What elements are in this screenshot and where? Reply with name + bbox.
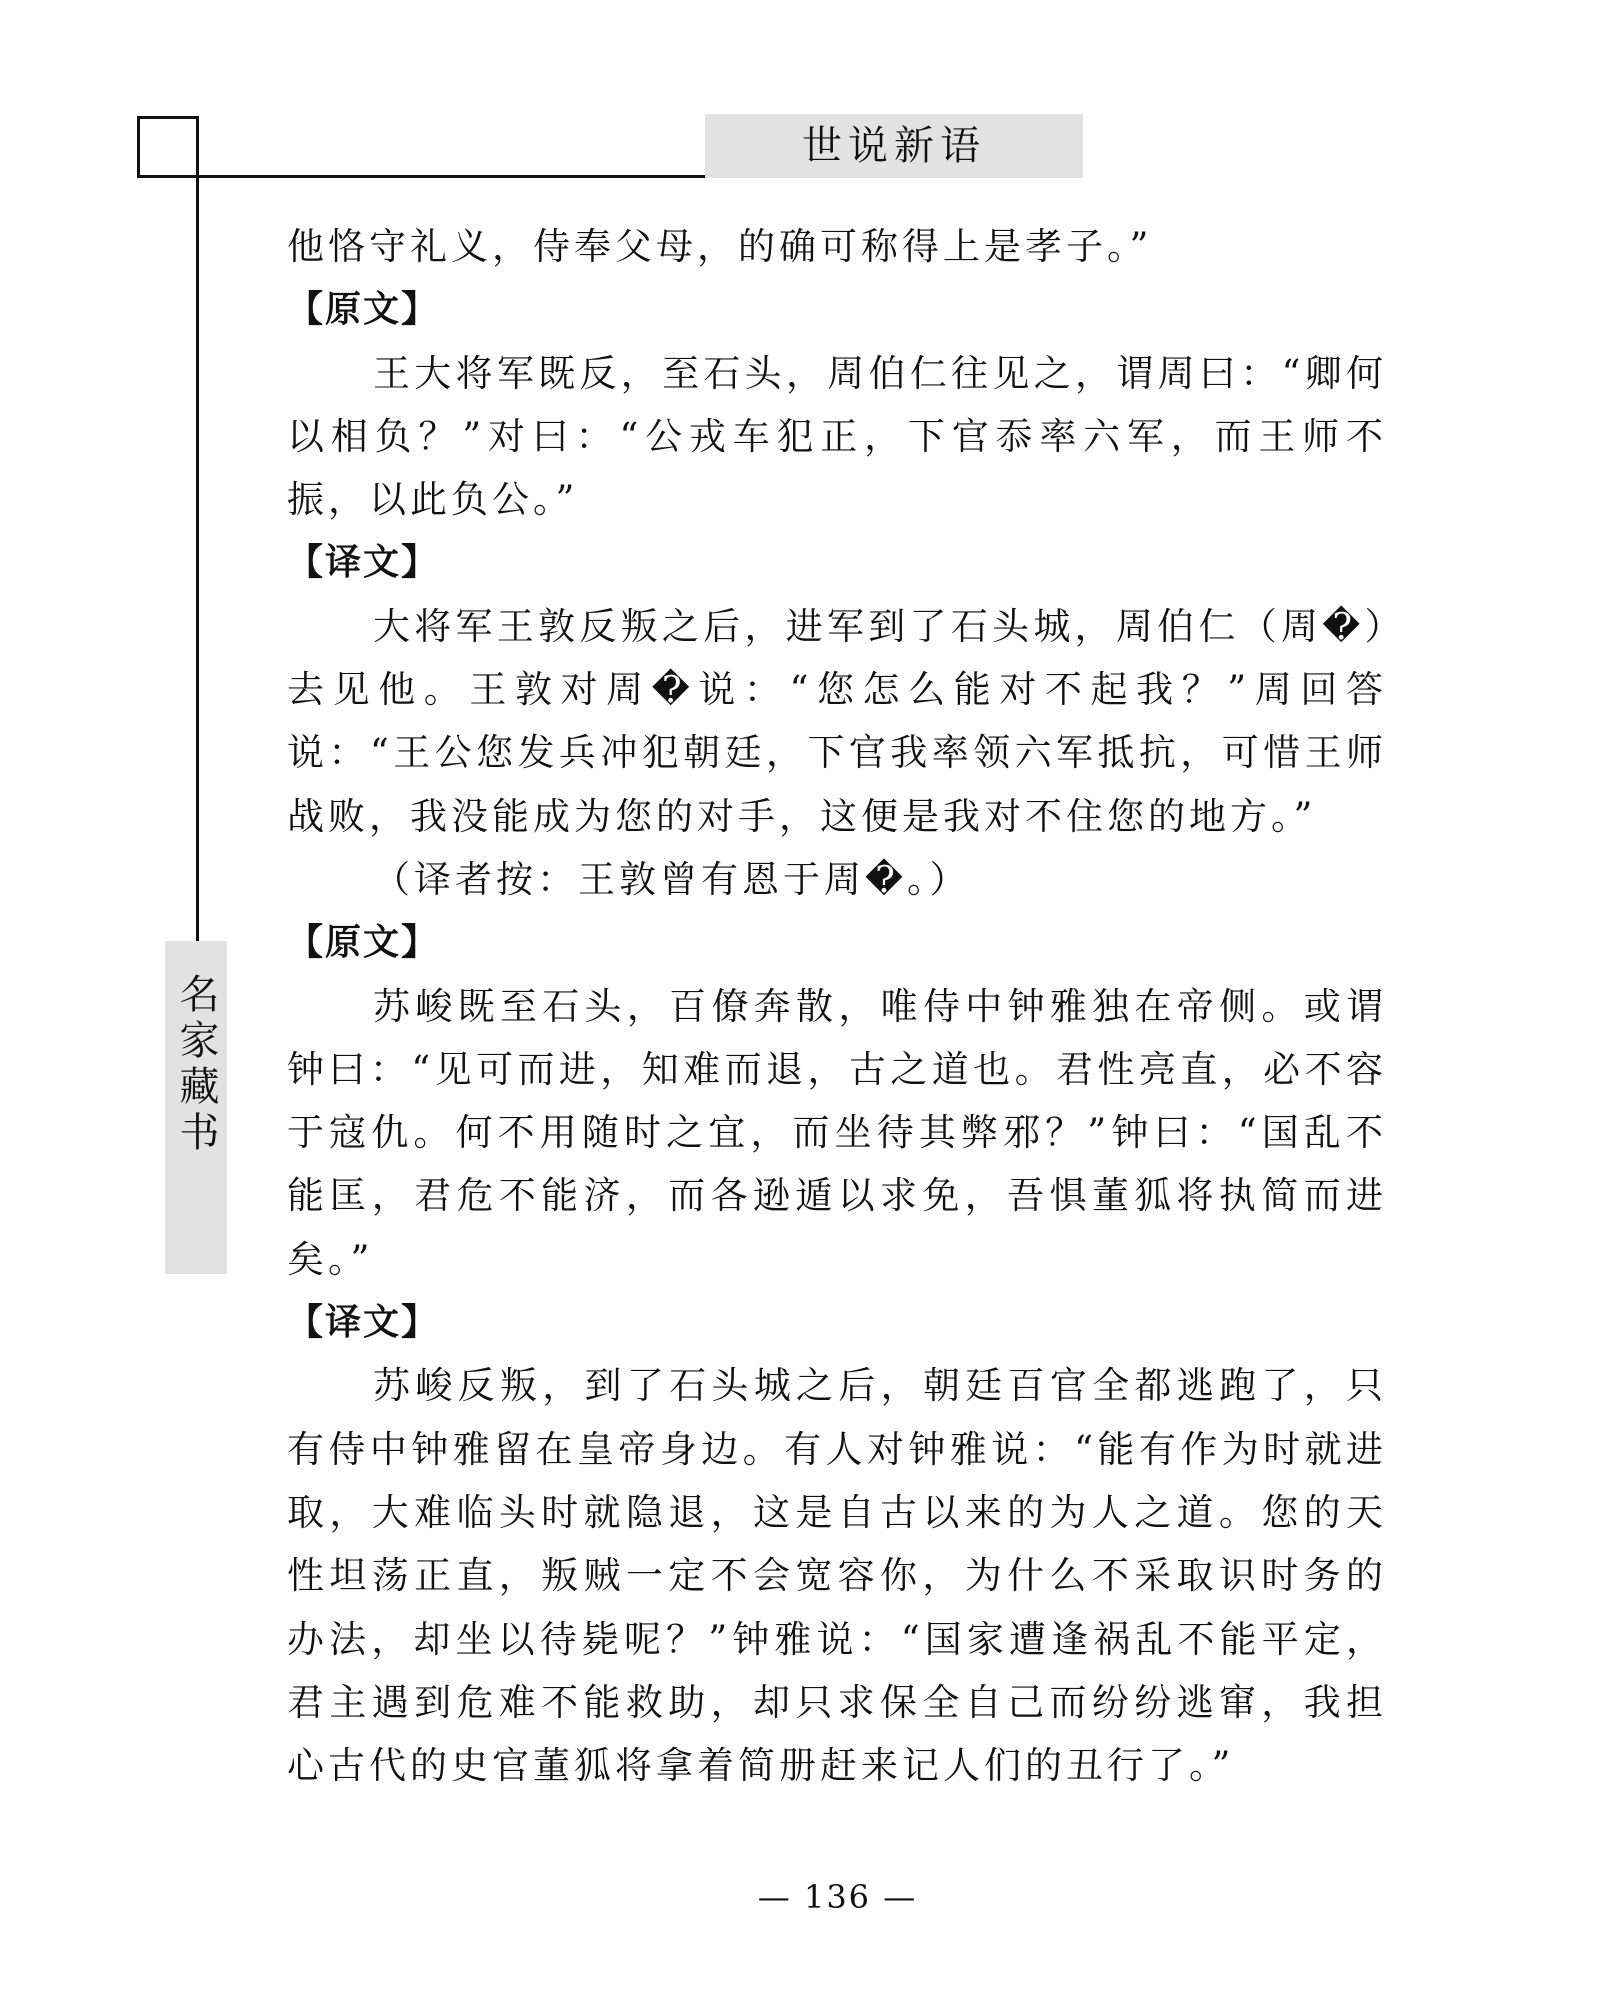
section-label-translation: 【译文】 [287, 542, 440, 584]
running-header [705, 114, 1083, 178]
paragraph-continuation: 他恪守礼义，侍奉父母，的确可称得上是孝子。” [287, 225, 1153, 268]
paragraph-original: 王大将军既反，至石头，周伯仁往见之，谓周曰：“卿何以相负？”对曰：“公戎车犯正，下官忝率六军，而王师不振，以此负公。” [287, 351, 1387, 522]
book-title: 世说新语 [802, 123, 986, 169]
side-tab [165, 941, 227, 1274]
paragraph-original: 苏峻既至石头，百僚奔散，唯侍中钟雅独在帝侧。或谓钟曰：“见可而进，知难而退，古之道也。君性亮直，必不容于寇仇。何不用随时之宜，而坐待其弊邪？”钟曰：“国乱不能匡，君危不能济，而各逊遁以求免，吾惧董狐将执简而进矣。” [287, 984, 1387, 1281]
section-label-original: 【原文】 [287, 289, 440, 331]
paragraph-translation: 大将军王敦反叛之后，进军到了石头城，周伯仁（周�）去见他。王敦对周�说：“您怎么能对不起我？”周回答说：“王公您发兵冲犯朝廷，下官我率领六军抵抗，可惜王师战败，我没能成为您的对手，这便是我对不住您的地方。” [287, 604, 1387, 838]
header-corner-box [137, 116, 199, 178]
paragraph-translation: 苏峻反叛，到了石头城之后，朝廷百官全都逃跑了，只有侍中钟雅留在皇帝身边。有人对钟雅说：“能有作为时就进取，大难临头时就隐退，这是自古以来的为人之道。您的天性坦荡正直，叛贼一定不会宽容你，为什么不采取识时务的办法，却坐以待毙呢？”钟雅说：“国家遭逢祸乱不能平定，君主遇到危难不能救助，却只求保全自己而纷纷逃窜，我担心古代的史官董狐将拿着简册赶来记人们的丑行了。” [287, 1364, 1387, 1788]
margin-vertical-rule [196, 116, 199, 941]
section-label-translation: 【译文】 [287, 1302, 440, 1344]
page-number: — 136 — [757, 1878, 918, 1916]
page-body [287, 215, 1387, 1797]
header-rule [137, 175, 707, 178]
side-tab-label: 名家藏书 [173, 973, 219, 1157]
translator-note: （译者按：王敦曾有恩于周�。） [373, 857, 971, 901]
section-label-original: 【原文】 [287, 922, 440, 964]
